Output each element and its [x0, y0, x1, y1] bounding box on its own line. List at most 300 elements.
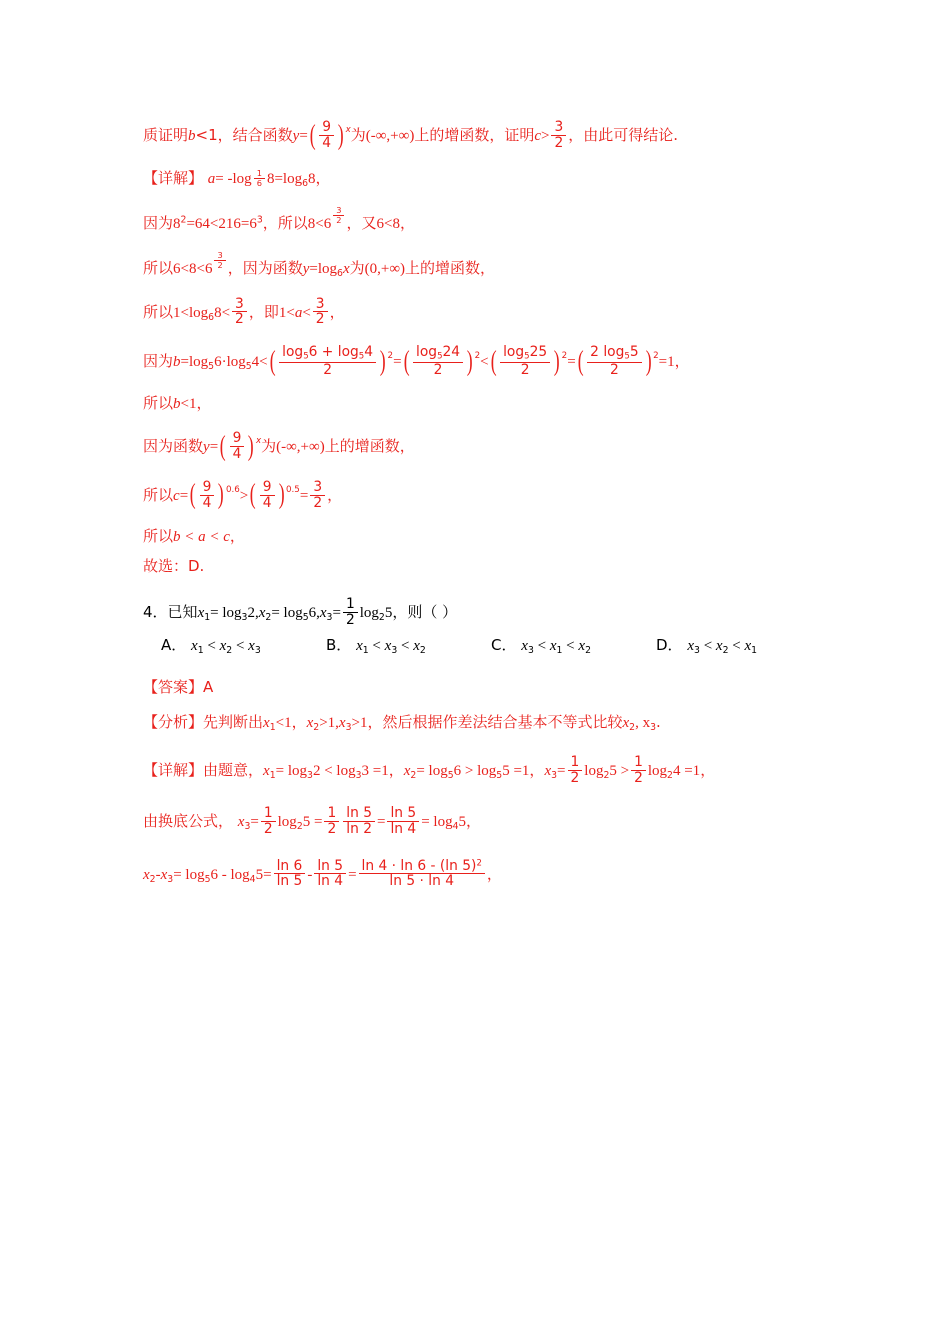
math-interval: (-∞,+∞)	[276, 438, 325, 455]
option-letter: C．	[491, 635, 517, 654]
denominator: 2	[520, 362, 530, 379]
math-6: 6	[204, 260, 213, 277]
numerator: 1	[568, 755, 583, 771]
paren-left: (	[490, 345, 497, 377]
math-var-y: y	[302, 260, 310, 277]
text-run: log	[416, 344, 438, 361]
math-log: log	[359, 604, 379, 621]
math-var-b: b	[188, 127, 196, 144]
denominator: ln 2	[346, 820, 372, 837]
text-run: 24	[442, 344, 461, 361]
option-letter: D．	[656, 635, 683, 654]
math-exponent: 2	[476, 857, 482, 868]
math-run: 1<	[278, 304, 295, 321]
math-var-x: x	[143, 866, 150, 883]
fraction-ln5-ln4	[314, 859, 346, 890]
fraction-2log5	[587, 345, 641, 378]
text-run: 4	[364, 344, 374, 361]
math-arg: 5	[384, 604, 393, 621]
text-run: ，	[399, 214, 415, 233]
text-run: 所以	[143, 258, 174, 277]
fraction-1-6	[254, 169, 265, 188]
text-run: <1，结合函数	[195, 125, 293, 144]
fraction-9-4	[260, 480, 275, 511]
text-run: 所以	[143, 394, 174, 413]
denominator: 2	[235, 311, 244, 328]
math-subscript: 3	[551, 769, 558, 781]
math-paren-group	[268, 345, 388, 378]
text-run: 为	[261, 436, 277, 455]
text-run: 因为	[143, 352, 174, 371]
math-equals: =	[263, 866, 272, 883]
text-run: 因为函数	[143, 436, 204, 455]
math-var-x: x	[306, 715, 314, 732]
denominator: ln 5	[276, 873, 303, 890]
answer-label: 【答案】	[143, 677, 204, 696]
math-subscript: 2	[410, 769, 417, 781]
math-subscript: 4	[249, 873, 256, 885]
math-log: log	[188, 304, 209, 321]
text-run: 上的增函数，证明	[414, 125, 535, 144]
math-inequality: b < a < c	[173, 528, 230, 545]
paragraph-detail-7	[143, 431, 808, 462]
fraction-9-4	[319, 120, 334, 151]
math-subscript: 1	[556, 644, 563, 656]
text-run: ，	[486, 864, 502, 883]
fraction-1-2	[343, 597, 358, 628]
math-log: log	[317, 260, 338, 277]
numerator: 9	[260, 480, 275, 496]
math-log: log	[226, 354, 246, 371]
math-log: log	[277, 813, 297, 830]
math-equals: =	[557, 762, 566, 779]
math-log: log	[282, 170, 303, 187]
math-subscript: 2	[313, 722, 320, 734]
text-run: 为	[350, 125, 366, 144]
text-run: ，	[700, 760, 716, 779]
numerator	[500, 345, 550, 363]
answer-value: A	[203, 677, 214, 696]
math-equals-one: =1	[658, 354, 675, 371]
math-var-x: x	[338, 715, 346, 732]
math-subscript: 1	[269, 722, 276, 734]
math-subscript: 2	[226, 644, 233, 656]
math-log: log	[584, 762, 604, 779]
math-run: 6,	[308, 604, 320, 621]
math-subscript: 1	[269, 769, 276, 781]
math-var-y: y	[292, 127, 300, 144]
text-run: 故选：D.	[143, 557, 205, 576]
math-var-b: b	[173, 396, 181, 413]
math-6: 6	[323, 216, 332, 233]
denominator: 2	[634, 769, 643, 786]
math-arg: 8	[308, 170, 316, 187]
math-lt: <	[480, 354, 489, 371]
fraction-log24	[413, 345, 463, 378]
text-run: ，所以	[262, 214, 308, 233]
detail-line-1	[143, 755, 808, 786]
text-run: ，	[466, 811, 482, 830]
math-run: 6 - log	[210, 866, 250, 883]
option-b[interactable]: B． $x_1 < x_3 < x_2$	[326, 635, 426, 656]
text-run: 2 log	[590, 344, 625, 361]
text-run: 所以	[143, 485, 174, 504]
math-subscript: 2	[265, 611, 272, 623]
numerator: 9	[200, 480, 215, 496]
numerator: ln 5	[387, 806, 419, 822]
text-run: ，	[196, 394, 212, 413]
math-paren-group	[188, 480, 226, 511]
math-run: 2 < log	[312, 762, 356, 779]
math-run: <1	[275, 715, 292, 732]
math-run: 5 =1	[502, 762, 530, 779]
paren-right: )	[379, 345, 386, 377]
math-equals: =	[250, 813, 259, 830]
math-var-x: x	[258, 604, 266, 621]
math-subscript: 3	[527, 644, 534, 656]
fraction-log-sum	[279, 345, 376, 378]
math-subscript: 5	[358, 352, 365, 363]
math-subscript: 5	[437, 352, 443, 363]
numerator: 1	[343, 597, 358, 613]
paren-left: (	[577, 345, 584, 377]
denominator: 2	[327, 820, 337, 837]
math-equals: =	[299, 127, 308, 144]
fraction-3-2	[551, 120, 566, 151]
math-subscript: 1	[362, 644, 369, 656]
math-subscript: 3	[307, 769, 313, 781]
numerator: 3	[551, 120, 566, 136]
denominator: 2	[263, 820, 273, 837]
math-subscript: 5	[524, 352, 530, 363]
text-run: 上的增函数，	[324, 436, 415, 455]
numerator	[279, 345, 376, 363]
math-run: 6<8<	[173, 260, 205, 277]
paren-right: )	[645, 345, 652, 377]
math-var-b: b	[173, 354, 181, 371]
math-subscript: 4	[452, 820, 459, 832]
paragraph-detail-5	[143, 345, 808, 378]
math-subscript: 3	[694, 644, 700, 656]
numerator: 1	[261, 806, 276, 822]
math-subscript: 1	[197, 644, 204, 656]
paragraph-proof-intro	[143, 120, 808, 151]
math-arg: 8	[214, 304, 222, 321]
numerator: 9	[230, 431, 245, 447]
math-subscript: 2	[603, 769, 610, 781]
denominator: ln 5 · ln 4	[389, 873, 455, 890]
paragraph-detail-4	[143, 297, 808, 328]
math-subscript: 5	[204, 873, 211, 885]
math-lt: <	[221, 304, 231, 321]
text-run: 质证明	[143, 125, 189, 144]
document-content	[143, 120, 808, 907]
fraction-big	[359, 859, 485, 890]
numerator: 9	[319, 120, 334, 136]
detail-label: 【详解】	[143, 168, 204, 187]
numerator: 3	[232, 297, 247, 313]
math-8: 8	[173, 216, 181, 233]
numerator	[413, 345, 463, 363]
math-run: >1	[351, 715, 368, 732]
fraction-ln6-ln5	[274, 859, 306, 890]
math-6: 6	[249, 216, 257, 233]
paragraph-detail-2	[143, 206, 808, 233]
math-run: 2,	[247, 604, 259, 621]
math-equals: =	[332, 604, 341, 621]
text-run: .	[656, 713, 661, 732]
math-equals: =	[567, 354, 576, 371]
option-letter: A．	[161, 635, 187, 654]
math-equals: =	[376, 813, 386, 830]
math-run: = log	[275, 762, 308, 779]
text-run: ，	[388, 760, 404, 779]
math-subscript: 2	[378, 611, 385, 623]
math-subscript: 2	[149, 873, 156, 885]
math-var-x: x	[319, 604, 327, 621]
math-minus: -	[307, 866, 313, 883]
math-var-x: x	[622, 715, 630, 732]
math-subscript: 5	[496, 769, 503, 781]
denominator: 2	[433, 362, 443, 379]
math-run: 5	[255, 866, 264, 883]
text-run: 上的增函数，	[405, 258, 496, 277]
math-run: = log	[416, 762, 448, 779]
fraction-3-2-exp	[333, 206, 344, 225]
math-paren-group	[248, 480, 286, 511]
math-run: , x	[635, 715, 651, 732]
paragraph-detail-8	[143, 480, 808, 511]
text-run: 因为	[143, 214, 174, 233]
exponent: 0.5	[286, 484, 300, 495]
paren-right: )	[337, 119, 344, 151]
denominator: 2	[315, 311, 325, 328]
numerator: ln 6	[274, 859, 306, 875]
math-var-x: x	[197, 604, 205, 621]
text-run: 所以	[143, 526, 174, 545]
math-run: 3 =1	[361, 762, 389, 779]
paragraph-answer-choice	[143, 559, 808, 575]
denominator: 2	[609, 362, 619, 379]
math-subscript: 6	[208, 311, 215, 323]
text-run: 由题意，	[203, 760, 264, 779]
text-run: 6 + log	[308, 344, 359, 361]
math-subscript: 2	[419, 644, 426, 656]
paren-right: )	[218, 479, 225, 511]
paragraph-detail-3	[143, 251, 808, 279]
paren-left: (	[269, 345, 276, 377]
denominator: 2	[345, 611, 355, 628]
math-subscript: 2	[722, 644, 729, 656]
exponent: 2	[387, 351, 394, 362]
question-4-options	[143, 635, 808, 656]
text-run: 所以	[143, 302, 174, 321]
fraction-9-4	[230, 431, 245, 462]
detail-line-3	[143, 859, 808, 890]
math-var-a: a	[294, 304, 303, 321]
paren-left: (	[250, 479, 256, 511]
math-run: 6 > log	[453, 762, 497, 779]
exponent: 2	[561, 351, 568, 362]
math-subscript: 3	[167, 873, 174, 885]
math-run: 5	[458, 813, 467, 830]
math-lt: <	[302, 304, 311, 321]
math-var-x: x	[342, 260, 350, 277]
paragraph-detail-6	[143, 396, 808, 413]
denominator: 2	[336, 215, 342, 226]
text-run: ，	[315, 168, 331, 187]
numerator: 1	[254, 169, 265, 179]
fraction-log25	[500, 345, 550, 378]
text-run: ，	[291, 713, 307, 732]
math-paren-group	[308, 120, 346, 151]
math-exponent: 2	[180, 215, 187, 227]
denominator: 2	[313, 494, 323, 511]
math-subscript: 5	[303, 352, 309, 363]
math-var-x: x	[403, 762, 411, 779]
option-a[interactable]: A． $x_1 < x_2 < x_3$	[161, 635, 261, 656]
option-d[interactable]: D． $x_3 < x_2 < x_1$	[656, 635, 758, 656]
text-run: 已知	[167, 602, 198, 621]
math-subscript: 3	[254, 644, 261, 656]
text-run: ，则（ ）	[392, 602, 458, 621]
analysis-line	[143, 715, 808, 733]
math-run: =64<216=	[186, 216, 250, 233]
numerator	[587, 345, 641, 363]
math-subscript: 3	[241, 611, 248, 623]
math-subscript: 2	[629, 722, 636, 734]
exponent: 2	[474, 351, 481, 362]
paren-left: (	[403, 345, 410, 377]
paren-right: )	[553, 345, 560, 377]
detail-line-2	[143, 806, 808, 837]
paren-left: (	[219, 430, 226, 462]
math-var-x: x	[263, 762, 270, 779]
denominator: ln 4	[390, 820, 417, 837]
math-dot: ·	[221, 354, 227, 371]
paren-right: )	[278, 479, 285, 511]
math-subscript: 2	[585, 644, 591, 656]
denominator: 2	[217, 259, 223, 270]
fraction-9-4	[200, 480, 215, 511]
paren-left: (	[309, 119, 316, 151]
math-subscript: 6	[337, 267, 343, 279]
fraction-3-2-exp	[214, 251, 225, 270]
math-subscript: 1	[204, 611, 211, 623]
math-subscript: 3	[650, 722, 657, 734]
math-arg: 6	[214, 354, 222, 371]
math-subscript: 2	[667, 769, 673, 781]
text-run: log	[503, 344, 525, 361]
numerator: 3	[214, 251, 225, 261]
math-run: 5 =	[302, 813, 323, 830]
text-run: ，由此可得结论.	[568, 125, 679, 144]
numerator: 3	[313, 297, 328, 313]
math-subscript: 5	[208, 361, 215, 373]
math-subscript: 2	[296, 820, 303, 832]
math-var-x: x	[544, 762, 552, 779]
fraction-ln5-ln4	[387, 806, 419, 837]
math-equals: =	[179, 487, 189, 504]
paren-right: )	[466, 345, 473, 377]
question-number: 4．	[143, 602, 168, 621]
fraction-1-2	[631, 755, 646, 786]
numerator: ln 5	[343, 806, 375, 822]
math-equals: =	[274, 170, 283, 187]
text-run: ，	[229, 526, 245, 545]
math-var-c: c	[534, 127, 542, 144]
math-equals: =	[299, 487, 309, 504]
math-run: 8<	[307, 216, 324, 233]
numerator: 3	[310, 480, 325, 496]
text-run: 为	[349, 258, 365, 277]
math-paren-group	[218, 431, 256, 462]
denominator: 2	[570, 769, 580, 786]
math-equals: =	[348, 866, 357, 883]
denominator: 4	[202, 494, 212, 511]
numerator: 1	[324, 806, 339, 822]
option-c[interactable]: C． $x_3 < x_1 < x_2$	[491, 635, 591, 656]
denominator: 2	[554, 134, 564, 151]
text-run: ，	[329, 302, 345, 321]
math-equals: =	[309, 260, 318, 277]
math-run: = log	[210, 604, 242, 621]
math-subscript: 5	[624, 352, 630, 363]
math-equals-neg: = -	[215, 170, 233, 187]
math-paren-group	[402, 345, 475, 378]
fraction-ln5-ln2	[343, 806, 375, 837]
math-lt: <1	[180, 396, 197, 413]
denominator: 4	[232, 445, 242, 462]
exponent: 0.6	[225, 484, 240, 495]
math-equals: =	[180, 354, 189, 371]
denominator: ln 4	[317, 873, 344, 890]
detail-label: 【详解】	[143, 760, 204, 779]
denominator: 2	[323, 362, 332, 379]
math-var-a: a	[207, 170, 216, 187]
math-var-y: y	[203, 438, 210, 455]
question-4-stem	[143, 597, 808, 628]
numerator	[359, 859, 485, 875]
option-letter: B．	[326, 635, 352, 654]
math-minus: -	[155, 866, 161, 883]
exponent-x: x	[255, 436, 262, 447]
math-run: 6<8	[376, 216, 400, 233]
math-subscript: 3	[355, 769, 362, 781]
math-equals: =	[393, 354, 402, 371]
paragraph-conclusion	[143, 526, 808, 546]
math-lt: <	[259, 354, 268, 371]
numerator: 1	[631, 755, 646, 771]
analysis-label: 【分析】	[143, 713, 204, 732]
math-gt: >	[541, 127, 550, 144]
math-arg: 8	[266, 170, 275, 187]
numerator: 3	[333, 206, 344, 216]
math-subscript: 3	[345, 722, 352, 734]
math-interval: (0,+∞)	[364, 260, 406, 277]
denominator: 6	[256, 177, 262, 188]
denominator: 4	[322, 134, 332, 151]
math-exponent: 3	[256, 215, 263, 227]
math-run: 5 >	[609, 762, 630, 779]
text-run: ，因为函数	[227, 258, 303, 277]
exponent: 2	[653, 351, 659, 362]
denominator: 4	[262, 494, 272, 511]
math-arg: 4	[251, 354, 260, 371]
math-var-x: x	[160, 866, 168, 883]
math-run: >1,	[319, 715, 339, 732]
math-subscript: 3	[326, 611, 333, 623]
